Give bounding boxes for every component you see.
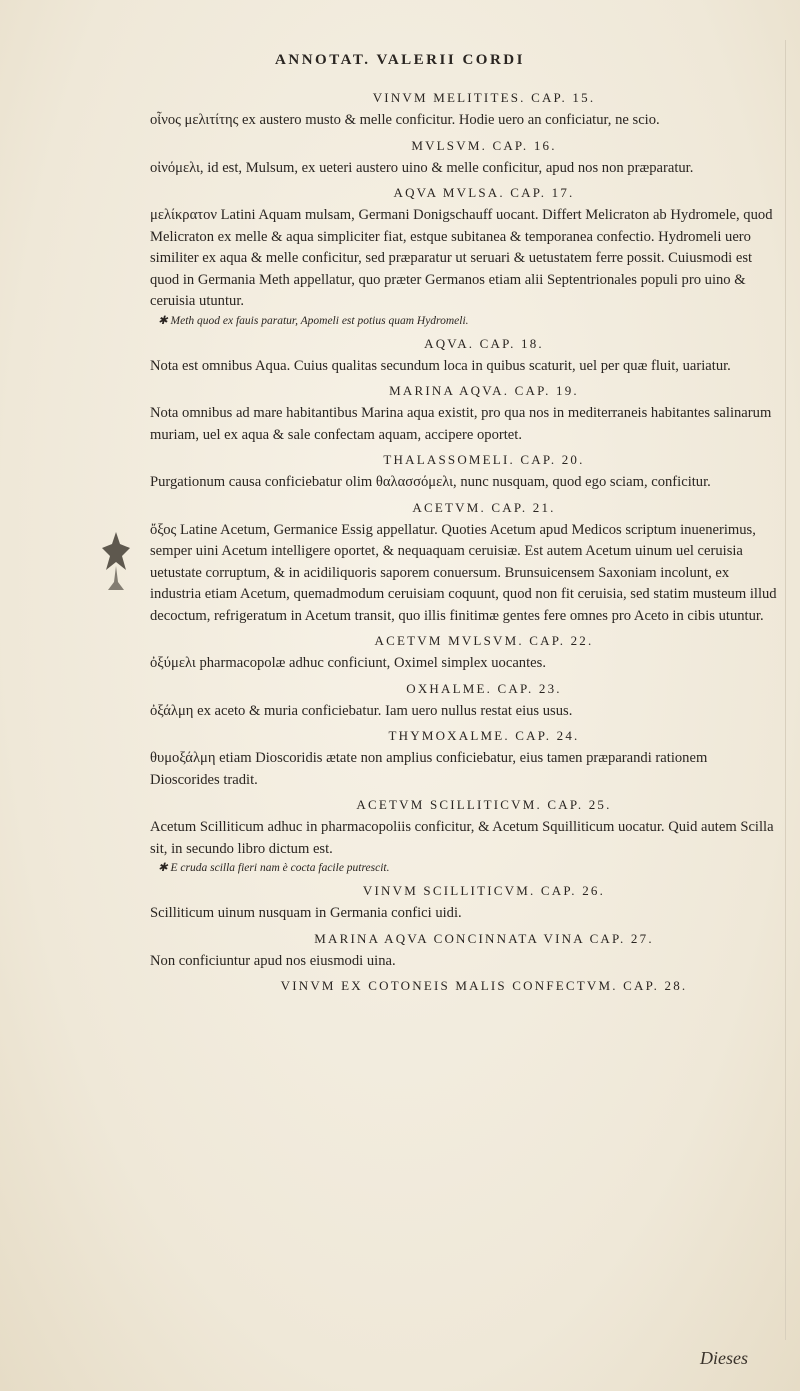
- chapter-text: ὀξύμελι pharmacopolæ adhuc conficiunt, Oximel simplex uocantes.: [150, 655, 546, 671]
- catchword: Dieses: [700, 1348, 748, 1368]
- marginal-note: ✱ E cruda scilla fieri nam è cocta facile putrescit.: [158, 862, 390, 874]
- chapter-text: Nota omnibus ad mare habitantibus Marina aqua existit, pro qua nos in mediterraneis habitantes salinarum muriam, uel ex aqua & sale confectam aquam, accipere oportet.: [150, 405, 772, 443]
- marginal-ornament: [98, 530, 134, 594]
- chapter-section: [150, 138, 778, 180]
- chapter-section: [150, 500, 778, 628]
- chapter-text: ὄξος Latine Acetum, Germanice Essig appellatur. Quoties Acetum apud Medicos scriptum inuenerimus, semper uini Acetum intelligere oportet, & nequaquam ceruisiæ. Est autem Acetum uinum uel ceruisia uetustate corruptum, & in acidiliquoris saporem conuersum. Brunsuicensem Saxoniam incolunt, ex industria etiam Acetum, quemadmodum ceruisiam coquunt, quod non fit ceruisia, sed statim musteum illud decoctum, refrigeratum in Acetum transit, quo illis finitimæ gentes fere omnes pro Aceto in cibis utuntur.: [150, 521, 777, 624]
- chapter-heading: ACETVM SCILLITICVM. CAP. 25.: [356, 797, 612, 812]
- chapter-section: [150, 633, 778, 675]
- chapter-heading: ACETVM MVLSVM. CAP. 22.: [374, 633, 594, 648]
- chapter-section: [150, 452, 778, 494]
- chapter-heading: VINVM EX COTONEIS MALIS CONFECTVM. CAP. 28.: [280, 978, 688, 993]
- chapter-heading: THALASSOMELI. CAP. 20.: [383, 452, 585, 467]
- chapter-text: Nota est omnibus Aqua. Cuius qualitas secundum loca in quibus scaturit, uel per quæ fluit, uariatur.: [150, 357, 731, 374]
- text-column: [150, 84, 778, 998]
- chapter-section: [150, 728, 778, 791]
- chapter-section: [150, 797, 778, 877]
- chapter-section: [150, 90, 778, 132]
- chapter-section: [150, 336, 778, 378]
- chapter-text: Scilliticum uinum nusquam in Germania confici uidi.: [150, 905, 462, 921]
- chapter-section: [150, 883, 778, 925]
- chapter-heading: MVLSVM. CAP. 16.: [411, 137, 557, 153]
- chapter-heading: ACETVM. CAP. 21.: [412, 499, 556, 515]
- marginal-note: ✱ Meth quod ex fauis paratur, Apomeli est potius quam Hydromeli.: [158, 314, 469, 327]
- chapter-text: θυμοξάλμη etiam Dioscoridis ætate non amplius conficiebatur, eius tamen præparandi rationem Dioscorides tradit.: [150, 750, 708, 788]
- chapter-section: [150, 681, 778, 723]
- chapter-heading: AQVA. CAP. 18.: [424, 335, 544, 351]
- chapter-text: μελίκρατον Latini Aquam mulsam, Germani Donigschauff uocant. Differt Melicraton ab Hydromele, quod Melicraton ex melle & aqua simpliciter fiat, estque subitanea & temporanea confectio. Hydromeli uero similiter ex aqua & melle conficitur, sed præparatur ut seruari & uetustatem ferre possit. Cuiusmodi est quod in Germania Meth appellatur, quo præter Germanos etiam alii Septentrionales populi pro uino & ceruisia utuntur.: [150, 207, 773, 309]
- chapter-heading: MARINA AQVA CONCINNATA VINA CAP. 27.: [314, 930, 654, 946]
- chapter-text: οἰνόμελι, id est, Mulsum, ex ueteri austero uino & melle conficitur, apud nos non præparatur.: [150, 159, 694, 176]
- chapter-heading: THYMOXALME. CAP. 24.: [388, 728, 580, 743]
- chapter-text: ὀξάλμη ex aceto & muria conficiebatur. Iam uero nullus restat eius usus.: [150, 702, 573, 719]
- chapter-heading: VINVM SCILLITICVM. CAP. 26.: [362, 883, 606, 898]
- chapter-text: Acetum Scilliticum adhuc in pharmacopoliis conficitur, & Acetum Squilliticum uocatur. Quid autem Scilla sit, in secundo libro dictum est.: [150, 819, 774, 857]
- running-head: ANNOTAT. VALERII CORDI: [275, 52, 525, 68]
- chapter-text: οἶνος μελιτίτης ex austero musto & melle conficitur. Hodie uero an conficiatur, ne scio.: [150, 112, 660, 128]
- chapter-heading: VINVM MELITITES. CAP. 15.: [372, 90, 596, 105]
- page-edge: [785, 40, 786, 1340]
- chapter-text: Non conficiuntur apud nos eiusmodi uina.: [150, 952, 396, 969]
- chapter-heading: MARINA AQVA. CAP. 19.: [389, 383, 579, 398]
- chapter-heading: AQVA MVLSA. CAP. 17.: [393, 185, 575, 200]
- chapter-heading: OXHALME. CAP. 23.: [406, 680, 562, 696]
- chapter-text: Purgationum causa conficiebatur olim θαλασσόμελι, nunc nusquam, quod ego sciam, conficitur.: [150, 474, 711, 490]
- chapter-section: [150, 383, 778, 446]
- chapter-section: [150, 931, 778, 973]
- chapter-section: [150, 978, 778, 994]
- chapter-section: [150, 185, 778, 330]
